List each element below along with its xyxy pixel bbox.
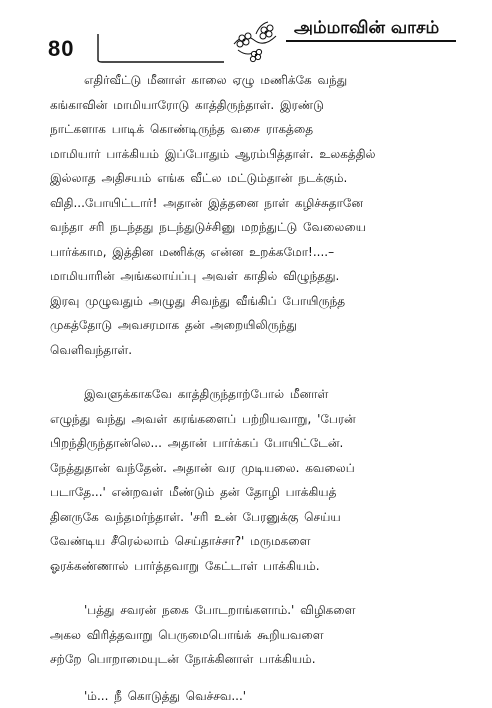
text-line: இவளுக்காகவே காத்திருந்தாற்போல் மீனாள் bbox=[50, 382, 462, 407]
paragraph bbox=[50, 598, 462, 672]
text-line: நேத்துதான் வந்தேன். அதான் வர முடியலை. கவலைப் bbox=[50, 456, 462, 481]
flower-ornament-icon bbox=[224, 14, 286, 66]
header-rule-left bbox=[96, 30, 224, 64]
text-line: சற்றே பொறாமையுடன் நோக்கினாள் பாக்கியம். bbox=[50, 647, 462, 672]
text-line: எழுந்து வந்து அவள் கரங்களைப் பற்றியவாறு, 'பேரன் bbox=[50, 407, 462, 432]
text-line: விதி...போயிட்டார்! அதான் இத்தனை நாள் கழிச்சுதானே bbox=[50, 191, 462, 216]
text-line: வெளிவந்தாள். bbox=[50, 338, 462, 363]
text-line: படாதே...' என்றவள் மீண்டும் தன் தோழி பாக்கியத் bbox=[50, 480, 462, 505]
page-body bbox=[50, 68, 462, 708]
text-line: இரவு முழுவதும் அழுது சிவந்து வீங்கிப் போயிருந்த bbox=[50, 289, 462, 314]
text-line: முகத்தோடு அவசரமாக தன் அறையிலிருந்து bbox=[50, 313, 462, 338]
text-line: வேண்டிய சீரெல்லாம் செய்தாச்சா?' மருமகளை bbox=[50, 529, 462, 554]
text-line: பார்க்காம, இத்தின மணிக்கு என்ன உறக்கமோ!....– bbox=[50, 240, 462, 265]
text-line: பிறந்திருந்தான்லெ... அதான் பார்க்கப் போயிட்டேன். bbox=[50, 431, 462, 456]
paragraph bbox=[50, 684, 462, 708]
text-line: 'பத்து சவரன் நகை போடறாங்களாம்.' விழிகளை bbox=[50, 598, 462, 623]
text-line: மாமியாரின் அங்கலாய்ப்பு அவள் காதில் விழுந்தது. bbox=[50, 264, 462, 289]
text-line: வந்தா சரி நடந்தது நடந்துடுச்சினு மறந்துட்டு வேலையை bbox=[50, 215, 462, 240]
text-line: ஓரக்கண்ணால் பார்த்தவாறு கேட்டாள் பாக்கியம். bbox=[50, 554, 462, 579]
text-line: 'ம்... நீ கொடுத்து வெச்சவ...' bbox=[50, 684, 462, 708]
page-number: 80 bbox=[48, 36, 74, 62]
text-line: எதிர்வீட்டு மீனாள் காலை ஏழு மணிக்கே வந்து bbox=[50, 68, 462, 93]
page-header bbox=[0, 0, 492, 75]
paragraph bbox=[50, 382, 462, 578]
text-line: நாட்களாக பாடிக் கொண்டிருந்த வசை ராகத்தை bbox=[50, 117, 462, 142]
text-line: கங்காவின் மாமியாரோடு காத்திருந்தாள். இரண்டு bbox=[50, 93, 462, 118]
book-title: அம்மாவின் வாசம் bbox=[294, 18, 439, 40]
text-line: மாமியார் பாக்கியம் இப்போதும் ஆரம்பித்தாள். உலகத்தில் bbox=[50, 142, 462, 167]
text-line: அகல விரித்தவாறு பெருமைபொங்க் கூறியவளை bbox=[50, 623, 462, 648]
text-line: இல்லாத அதிசயம் எங்க வீட்ல மட்டும்தான் நடக்கும். bbox=[50, 166, 462, 191]
header-rule-right bbox=[286, 40, 456, 42]
paragraph bbox=[50, 68, 462, 362]
text-line: தினருகே வந்தமர்ந்தாள். 'சரி உன் பேரனுக்கு செய்ய bbox=[50, 505, 462, 530]
